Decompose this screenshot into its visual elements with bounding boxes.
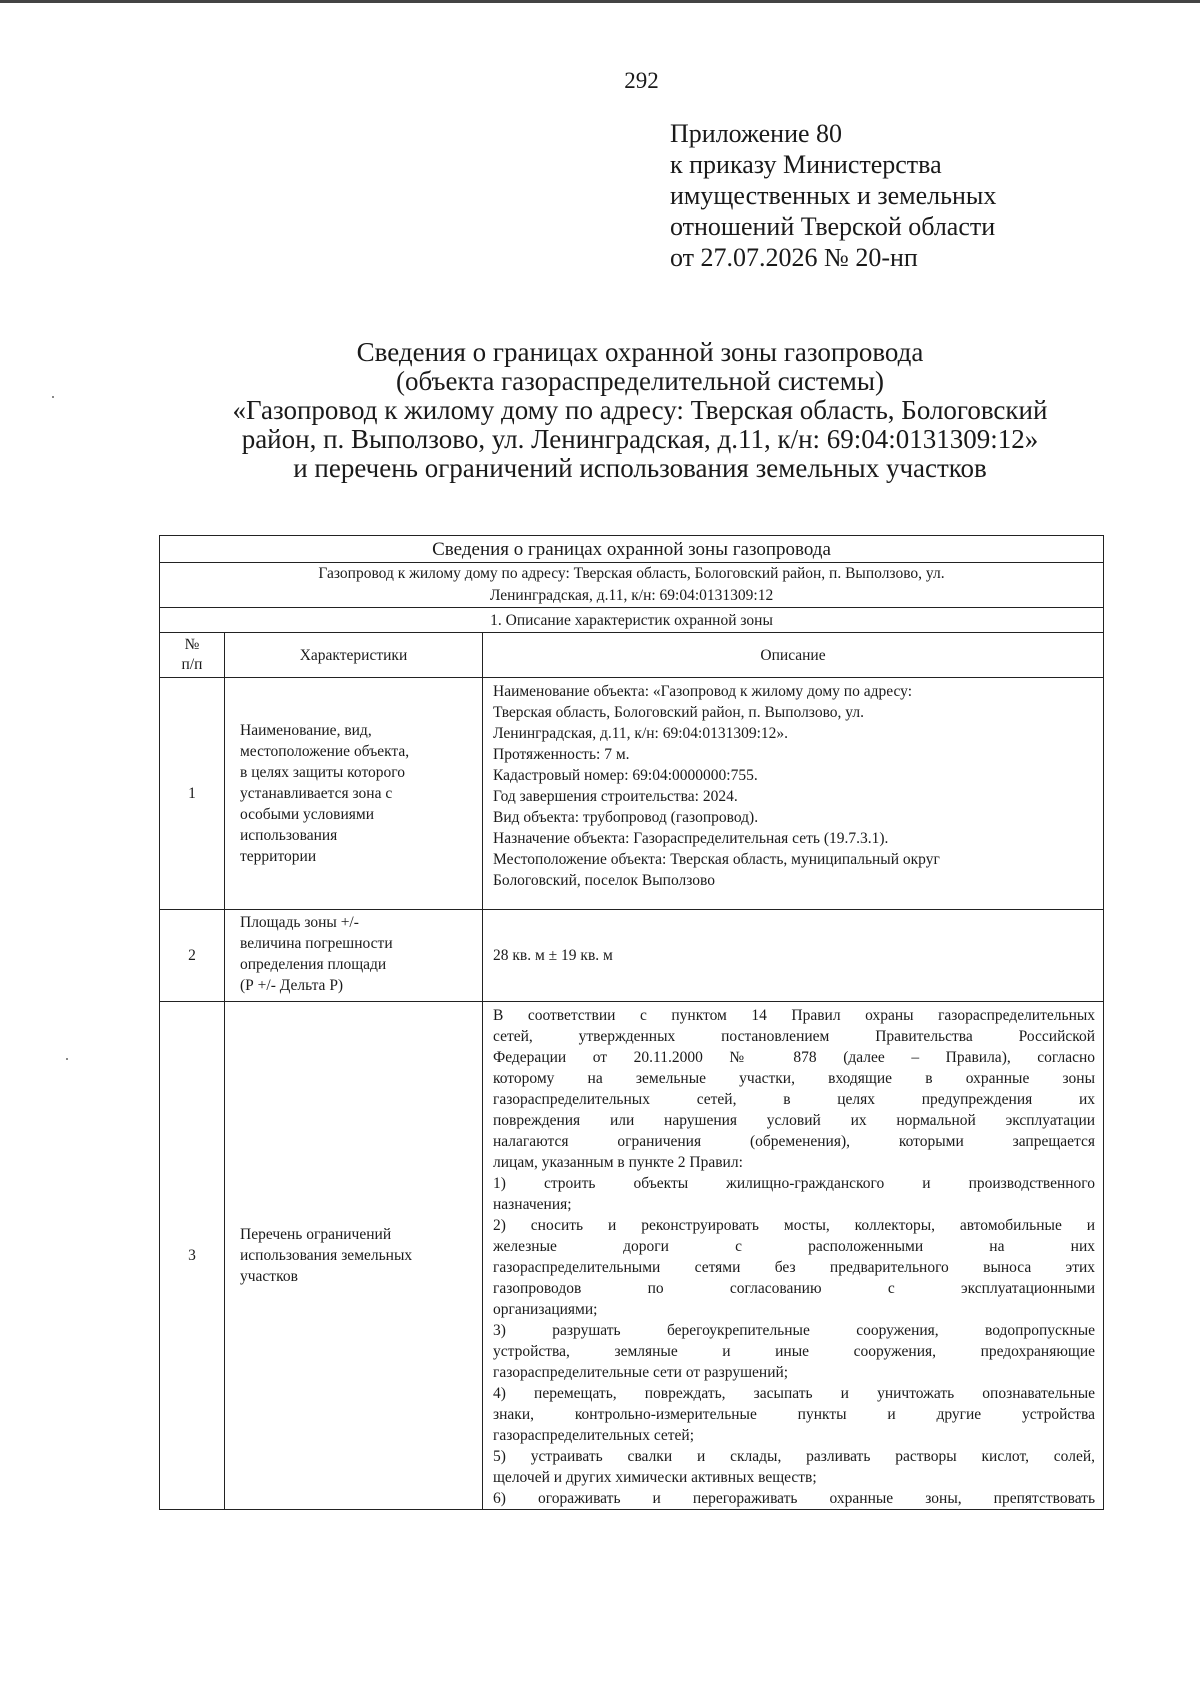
text-line: 3) разрушать берегоукрепительные сооружения, водопропускные (493, 1322, 1096, 1339)
text-line: газораспределительных сетей, в целях предупреждения их (493, 1091, 1096, 1108)
column-header-num (160, 633, 225, 678)
text-line: щелочей и других химически активных веществ; (493, 1469, 817, 1486)
row-number: 1 (160, 678, 225, 910)
table-row (160, 910, 1104, 1002)
text-line: участков (240, 1268, 298, 1285)
table-header: Сведения о границах охранной зоны газопровода (160, 536, 1104, 563)
text-line: Вид объекта: трубопровод (газопровод). (493, 809, 759, 826)
text-line: 2) сносить и реконструировать мосты, коллекторы, автомобильные и (493, 1217, 1096, 1234)
page-number: 292 (624, 68, 659, 93)
document-title (160, 338, 1120, 483)
text-line: железные дороги с расположенными на них (493, 1238, 1096, 1255)
appendix-line: отношений Тверской области (670, 212, 996, 241)
title-line: и перечень ограничений использования земельных участков (293, 453, 987, 483)
appendix-line: имущественных и земельных (670, 181, 997, 210)
title-line: «Газопровод к жилому дому по адресу: Тверская область, Бологовский (232, 395, 1048, 425)
column-header-characteristics: Характеристики (225, 633, 483, 678)
row-characteristics (225, 678, 483, 910)
text-line: определения площади (240, 956, 387, 973)
column-header-row (160, 633, 1104, 678)
row-description (483, 1002, 1104, 1510)
table-row (160, 678, 1104, 910)
text-line: Год завершения строительства: 2024. (493, 788, 738, 805)
text-line: Наименование, вид, (240, 722, 372, 739)
text-line: газопроводов по согласованию с эксплуатационными (493, 1280, 1096, 1297)
appendix-line: Приложение 80 (670, 119, 843, 148)
appendix-line: от 27.07.2026 № 20-нп (670, 243, 918, 272)
row-characteristics (225, 1002, 483, 1510)
text-line: Назначение объекта: Газораспределительная сеть (19.7.3.1). (493, 830, 889, 847)
row-description (483, 910, 1104, 1002)
appendix-line: к приказу Министерства (670, 150, 942, 179)
text-line: Бологовский, поселок Выползово (493, 872, 715, 889)
text-line: местоположение объекта, (240, 743, 410, 760)
row-number: 3 (160, 1002, 225, 1510)
text-line: Кадастровый номер: 69:04:0000000:755. (493, 767, 758, 784)
text-line: В соответствии с пунктом 14 Правил охраны газораспределительных (493, 1007, 1096, 1024)
object-line: Газопровод к жилому дому по адресу: Тверская область, Бологовский район, п. Выползово, ул. (318, 565, 945, 582)
text-line: устанавливается зона с (240, 785, 393, 802)
text-line: 28 кв. м ± 19 кв. м (493, 947, 613, 964)
column-header-description: Описание (483, 633, 1104, 678)
table-row (160, 1002, 1104, 1510)
text-line: повреждения или нарушения условий их нормальной эксплуатации (493, 1112, 1096, 1129)
text-line: газораспределительных сетей; (493, 1427, 695, 1444)
text-line: использования (240, 827, 338, 844)
page-top-border (0, 0, 1200, 3)
text-line: территории (240, 848, 317, 865)
text-line: газораспределительные сети от разрушений; (493, 1364, 789, 1381)
text-line: Местоположение объекта: Тверская область, муниципальный округ (493, 851, 940, 868)
scan-speck (66, 1058, 68, 1060)
text-line: в целях защиты которого (240, 764, 405, 781)
text-line: которому на земельные участки, входящие в охранные зоны (493, 1070, 1096, 1087)
text-line: Наименование объекта: «Газопровод к жилому дому по адресу: (493, 683, 913, 700)
row-characteristics (225, 910, 483, 1002)
text-line: знаки, контрольно-измерительные пункты и другие устройства (493, 1406, 1096, 1423)
row-description (483, 678, 1104, 910)
text-line: 1) строить объекты жилищно-гражданского и производственного (493, 1175, 1096, 1192)
text-line: устройства, земляные и иные сооружения, предохраняющие (493, 1343, 1096, 1360)
text-line: газораспределительными сетями без предварительного выноса этих (493, 1259, 1096, 1276)
row-number: 2 (160, 910, 225, 1002)
text-line: лицам, указанным в пункте 2 Правил: (493, 1154, 743, 1171)
column-header-num-line: № (184, 636, 200, 653)
text-line: Тверская область, Бологовский район, п. Выползово, ул. (493, 704, 864, 721)
text-line: 5) устраивать свалки и склады, разливать растворы кислот, солей, (493, 1448, 1096, 1465)
text-line: Ленинградская, д.11, к/н: 69:04:0131309:12». (493, 725, 789, 742)
title-line: (объекта газораспределительной системы) (395, 366, 885, 396)
title-line: Сведения о границах охранной зоны газопровода (356, 337, 924, 367)
text-line: особыми условиями (240, 806, 375, 823)
title-line: район, п. Выползово, ул. Ленинградская, д.11, к/н: 69:04:0131309:12» (241, 424, 1039, 454)
text-line: назначения; (493, 1196, 572, 1213)
text-line: Протяженность: 7 м. (493, 746, 630, 763)
text-line: (Р +/- Дельта Р) (240, 977, 344, 994)
text-line: Перечень ограничений (240, 1226, 392, 1243)
text-line: сетей, утвержденных постановлением Правительства Российской (493, 1028, 1096, 1045)
scan-speck (52, 396, 54, 398)
section-title: 1. Описание характеристик охранной зоны (160, 608, 1104, 633)
object-name-cell (160, 563, 1104, 608)
text-line: 6) огораживать и перегораживать охранные зоны, препятствовать (493, 1490, 1096, 1507)
text-line: Федерации от 20.11.2000 № 878 (далее – Правила), согласно (493, 1049, 1096, 1066)
text-line: 4) перемещать, повреждать, засыпать и уничтожать опознавательные (493, 1385, 1096, 1402)
text-line: использования земельных (240, 1247, 413, 1264)
text-line: налагаются ограничения (обременения), которыми запрещается (493, 1133, 1096, 1150)
column-header-num-line: п/п (181, 656, 203, 673)
zone-table (159, 535, 1104, 1510)
text-line: организациями; (493, 1301, 598, 1318)
text-line: Площадь зоны +/- (240, 914, 359, 931)
object-line: Ленинградская, д.11, к/н: 69:04:0131309:12 (489, 587, 774, 604)
appendix-block (670, 118, 996, 273)
text-line: величина погрешности (240, 935, 393, 952)
